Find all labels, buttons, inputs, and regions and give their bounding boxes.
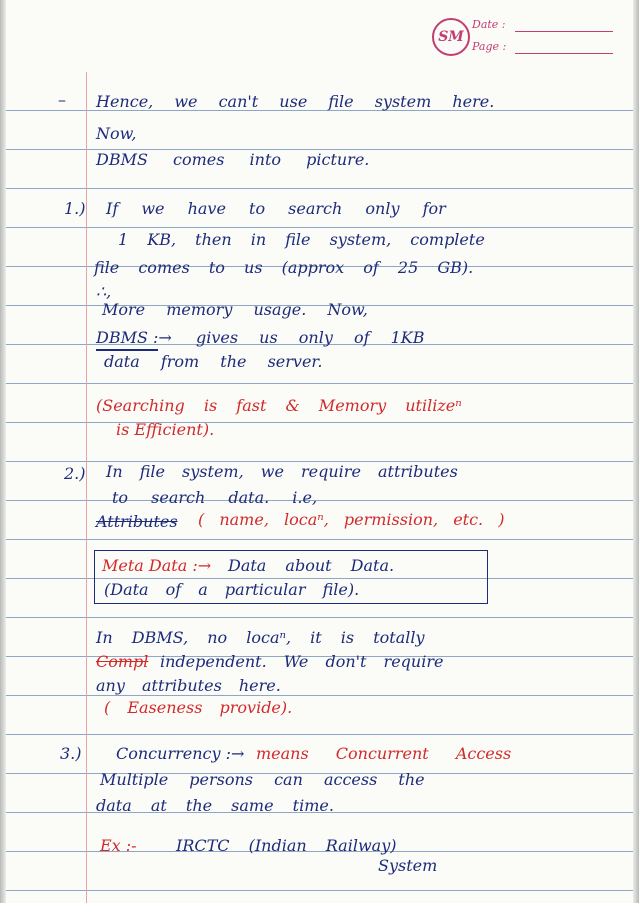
notebook-logo: SM	[432, 18, 470, 56]
point-number: 2.)	[64, 464, 86, 483]
margin-rule	[86, 72, 87, 903]
meta-data-heading: Meta Data :→	[102, 556, 212, 575]
underline	[96, 349, 158, 351]
point-number: 3.)	[60, 744, 82, 763]
handwritten-line: gives us only of 1KB	[196, 328, 425, 347]
handwritten-line: ∴,	[96, 282, 112, 301]
handwritten-line: More memory usage. Now,	[102, 300, 368, 319]
handwritten-line: In DBMS, no locaⁿ, it is totally	[96, 628, 425, 647]
concurrency-heading: Concurrency :→	[116, 744, 245, 763]
highlight-note: means Concurrent Access	[256, 744, 512, 763]
handwritten-line: Multiple persons can access the	[100, 770, 425, 789]
dash-mark: –	[58, 90, 66, 109]
page-label: Page :	[472, 40, 507, 53]
page-edge-left	[0, 0, 6, 903]
point-number: 1.)	[64, 199, 86, 218]
handwritten-line: file comes to us (approx of 25 GB).	[94, 258, 474, 277]
dbms-heading: DBMS :→	[96, 328, 172, 347]
highlight-note: (Searching is fast & Memory utilizeⁿ	[96, 396, 462, 415]
handwritten-line: 1 KB, then in file system, complete	[118, 230, 485, 249]
crossed-word: Compl	[96, 652, 149, 671]
handwritten-line: Now,	[96, 124, 137, 143]
handwritten-line: Data about Data.	[228, 556, 395, 575]
page-header-area	[0, 0, 639, 72]
example-label: Ex :-	[100, 836, 137, 855]
highlight-note: ( Easeness provide).	[104, 698, 293, 717]
handwritten-line: independent. We don't require	[160, 652, 444, 671]
page-edge-right	[633, 0, 639, 903]
page-number-line	[515, 53, 613, 54]
handwritten-line: (Data of a particular file).	[104, 580, 360, 599]
handwritten-line: to search data. i.e,	[112, 488, 318, 507]
handwritten-line: IRCTC (Indian Railway)	[176, 836, 397, 855]
handwritten-line: any attributes here.	[96, 676, 281, 695]
handwritten-line: If we have to search only for	[106, 199, 446, 218]
handwritten-line: data from the server.	[104, 352, 323, 371]
handwritten-line: data at the same time.	[96, 796, 334, 815]
highlight-note: is Efficient).	[116, 420, 215, 439]
attributes-label: Attributes	[96, 512, 178, 531]
date-label: Date :	[472, 18, 506, 31]
date-line	[515, 31, 613, 32]
handwritten-line: System	[378, 856, 438, 875]
handwritten-line: Hence, we can't use file system here.	[96, 92, 495, 111]
handwritten-line: In file system, we require attributes	[106, 462, 458, 481]
handwritten-line: DBMS comes into picture.	[96, 150, 370, 169]
attribute-list: ( name, locaⁿ, permission, etc. )	[198, 510, 505, 529]
